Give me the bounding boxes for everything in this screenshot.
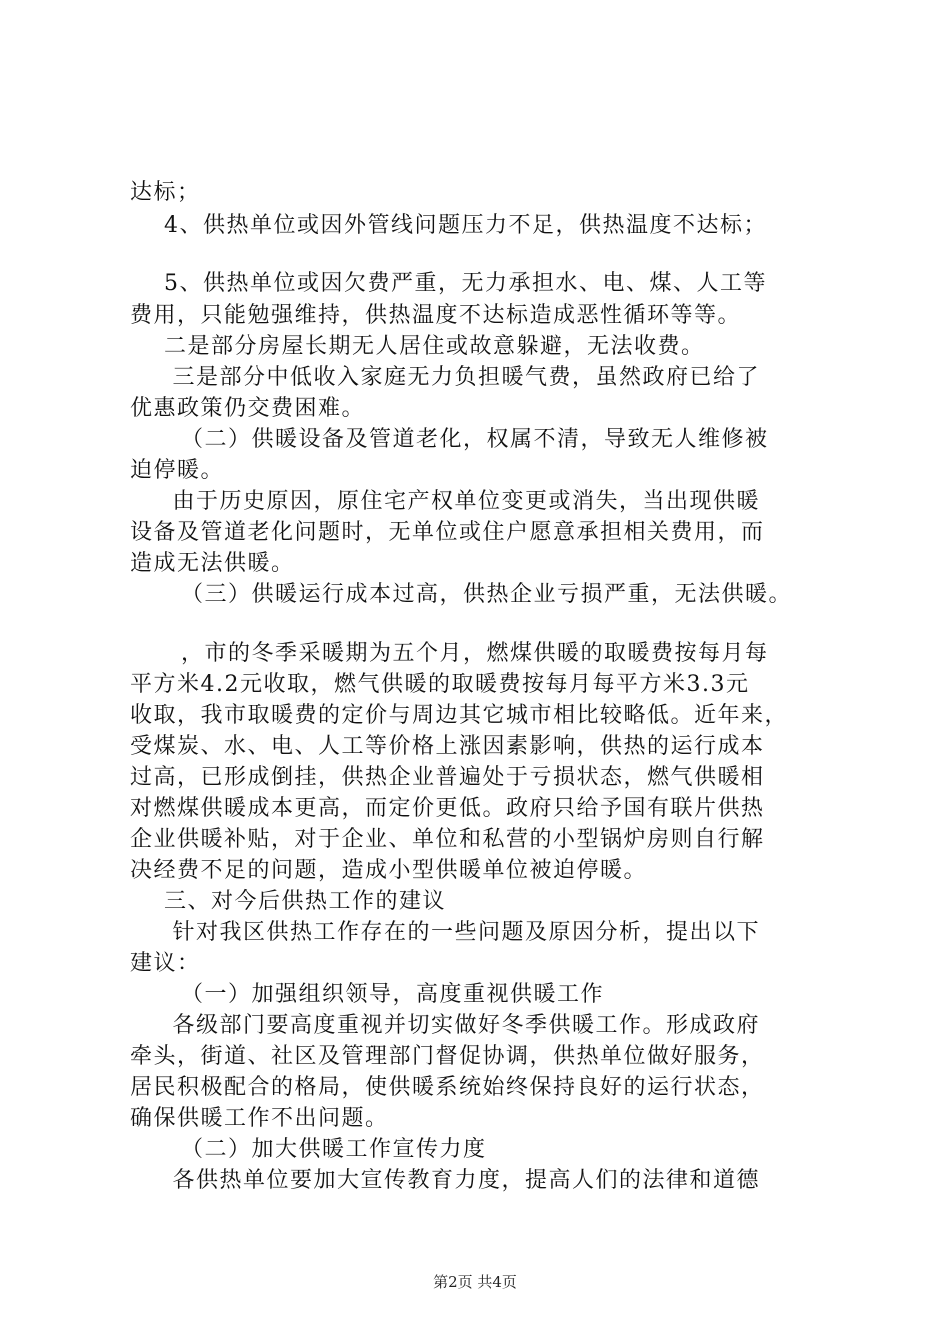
text-line: 针对我区供热工作存在的一些问题及原因分析，提出以下: [130, 920, 760, 945]
text-line: 二是部分房屋长期无人居住或故意躲避，无法收费。: [130, 334, 705, 359]
text-line: 决经费不足的问题，造成小型供暖单位被迫停暖。: [130, 858, 648, 883]
text-line: 受煤炭、水、电、人工等价格上涨因素影响，供热的运行成本: [130, 734, 765, 759]
text-line: 牵头，街道、社区及管理部门督促协调，供热单位做好服务，: [130, 1044, 765, 1069]
text-line: 三是部分中低收入家庭无力负担暖气费，虽然政府已给了: [130, 365, 760, 390]
text-line: 费用，只能勉强维持，供热温度不达标造成恶性循环等等。: [130, 303, 742, 328]
text-line: ，市的冬季采暖期为五个月，燃煤供暖的取暖费按每月每: [130, 641, 769, 666]
text-line: 对燃煤供暖成本更高，而定价更低。政府只给予国有联片供热: [130, 796, 765, 821]
text-line: 各级部门要高度重视并切实做好冬季供暖工作。形成政府: [130, 1013, 760, 1038]
text-line: 造成无法供暖。: [130, 551, 295, 576]
text-line: 各供热单位要加大宣传教育力度，提高人们的法律和道德: [130, 1168, 760, 1193]
text-line: 迫停暖。: [130, 458, 225, 483]
text-line: （二）供暖设备及管道老化，权属不清，导致无人维修被: [130, 427, 769, 452]
text-line: 5、供热单位或因欠费严重，无力承担水、电、煤、人工等: [130, 271, 767, 296]
subsection-heading: （一）加强组织领导，高度重视供暖工作: [130, 982, 604, 1007]
text-line: 过高，已形成倒挂，供热企业普遍处于亏损状态，燃气供暖相: [130, 765, 765, 790]
page-number-footer: 第2页 共4页: [433, 1273, 517, 1291]
text-line: 由于历史原因，原住宅产权单位变更或消失，当出现供暖: [130, 489, 760, 514]
text-line: 平方米4.2元收取，燃气供暖的取暖费按每月每平方米3.3元: [130, 672, 750, 697]
text-line: 居民积极配合的格局，使供暖系统始终保持良好的运行状态，: [130, 1075, 765, 1100]
text-line: 优惠政策仍交费困难。: [130, 396, 366, 421]
text-line: 4、供热单位或因外管线问题压力不足，供热温度不达标；: [130, 213, 767, 238]
text-line: （三）供暖运行成本过高，供热企业亏损严重，无法供暖。: [130, 582, 792, 607]
text-line: 确保供暖工作不出问题。: [130, 1106, 389, 1131]
text-line: 建议：: [130, 951, 201, 976]
section-heading: 三、对今后供热工作的建议: [130, 889, 446, 914]
text-line: 设备及管道老化问题时，无单位或住户愿意承担相关费用，而: [130, 520, 765, 545]
subsection-heading: （二）加大供暖工作宣传力度: [130, 1137, 487, 1162]
text-line: 收取，我市取暖费的定价与周边其它城市相比较略低。近年来，: [130, 703, 789, 728]
text-line: 企业供暖补贴，对于企业、单位和私营的小型锅炉房则自行解: [130, 827, 765, 852]
text-line: 达标；: [130, 180, 201, 205]
